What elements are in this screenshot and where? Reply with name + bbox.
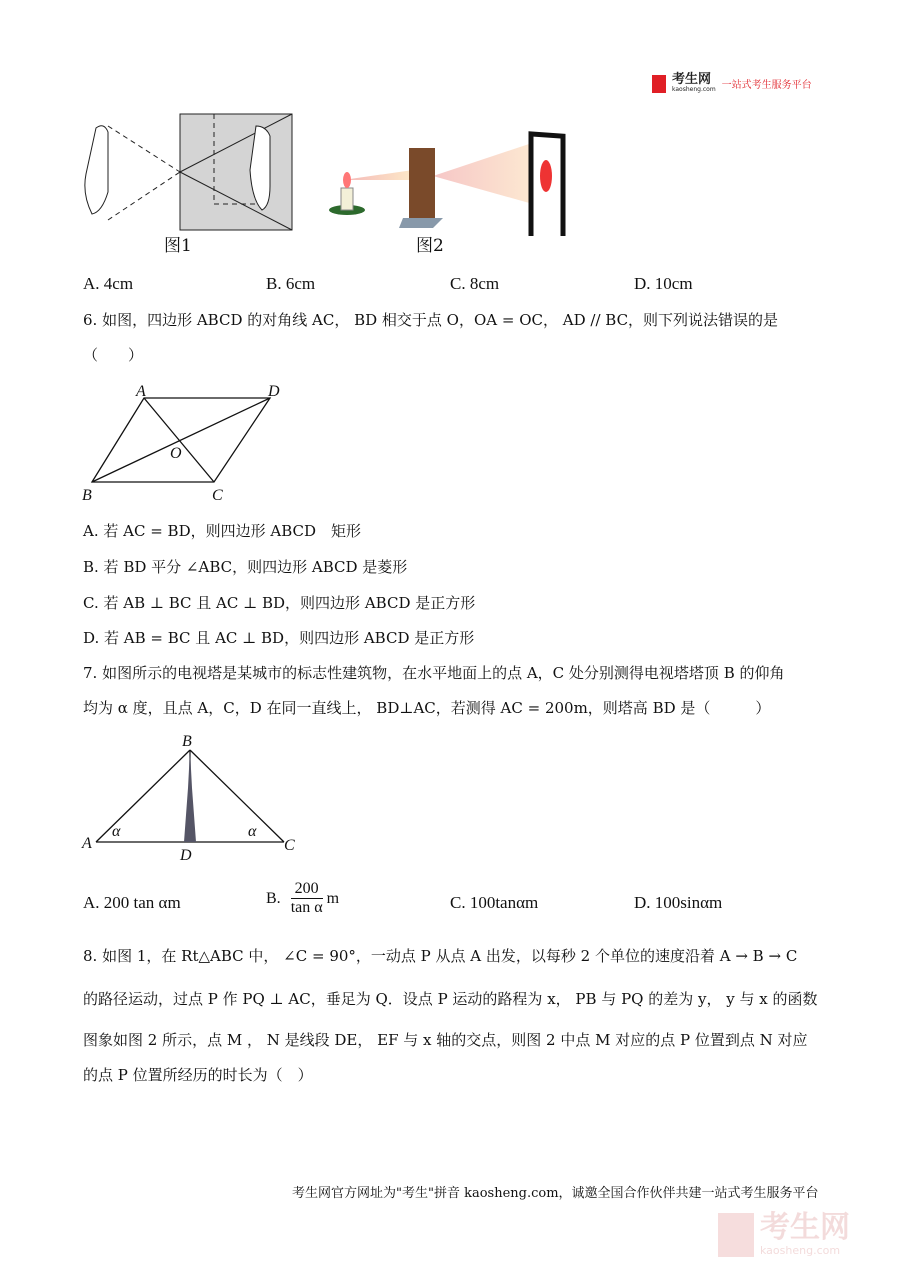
q8-stem-line3: 图象如图 2 所示，点 M ， N 是线段 DE， EF 与 x 轴的交点，则图 2 中点 M 对应的点 P 位置到点 N 对应 [83, 1031, 808, 1049]
logo-mark-icon [652, 75, 666, 93]
q7-option-a[interactable]: A. 200 tan αm [83, 893, 181, 912]
tv-tower-icon [184, 750, 196, 842]
q6-stem-line2: （ ） [83, 346, 144, 364]
brand-slogan: 一站式考生服务平台 [721, 80, 812, 91]
fig1-caption: 图1 [164, 236, 192, 256]
angle-c-label: α [248, 823, 257, 840]
watermark-sub: kaosheng.com [760, 1244, 841, 1257]
brand-name: 考生网 [672, 72, 712, 87]
q6-option-a[interactable]: A. 若 AC = BD，则四边形 ABCD 矩形 [83, 522, 362, 540]
option-b-prefix: B. [266, 889, 281, 907]
q6-option-c[interactable]: C. 若 AB ⊥ BC 且 AC ⊥ BD，则四边形 ABCD 是正方形 [83, 594, 476, 612]
q7-option-d[interactable]: D. 100sinαm [634, 893, 723, 912]
q7-option-b[interactable] [266, 880, 339, 917]
label-b: B [82, 487, 92, 504]
label-a: A [82, 835, 92, 852]
q7-stem-line1: 7. 如图所示的电视塔是某城市的标志性建筑物，在水平地面上的点 A，C 处分别测得电视塔塔顶 B 的仰角 [83, 664, 785, 682]
fraction-denominator: tan α [290, 899, 323, 916]
label-o: O [170, 445, 182, 462]
label-d: D [180, 847, 192, 864]
brand-logo [652, 74, 812, 93]
brand-sub: kaosheng.com [672, 86, 716, 93]
pinhole-figure-2 [303, 108, 583, 236]
q5-option-a[interactable]: A. 4cm [83, 274, 134, 293]
footer-text: 考生网官方网址为"考生"拼音 kaosheng.com，诚邀全国合作伙伴共建一站式考生服务平台 [292, 1186, 819, 1201]
angle-a-label: α [112, 823, 121, 840]
option-b-unit: m [326, 889, 340, 907]
q5-option-d[interactable]: D. 10cm [634, 274, 693, 293]
q5-option-b[interactable]: B. 6cm [266, 274, 316, 293]
label-c: C [212, 487, 223, 504]
q5-option-c[interactable]: C. 8cm [450, 274, 500, 293]
label-a: A [136, 383, 146, 400]
parallelogram-figure [78, 378, 298, 506]
q8-stem-line4: 的点 P 位置所经历的时长为（ ） [83, 1066, 313, 1084]
q7-stem-line2: 均为 α 度，且点 A，C，D 在同一直线上， BD⊥AC，若测得 AC = 200m，则塔高 BD 是（ ） [83, 699, 771, 717]
watermark [718, 1212, 850, 1257]
tower-figure [78, 728, 308, 868]
label-c: C [284, 837, 295, 854]
fraction-numerator: 200 [291, 880, 323, 899]
fig2-caption: 图2 [416, 236, 444, 256]
q6-option-b[interactable]: B. 若 BD 平分 ∠ABC，则四边形 ABCD 是菱形 [83, 558, 408, 576]
person-icon [85, 126, 108, 214]
fraction [291, 880, 323, 917]
q6-stem-line1: 6. 如图，四边形 ABCD 的对角线 AC， BD 相交于点 O，OA = OC， AD // BC，则下列说法错误的是 [83, 311, 779, 329]
q6-option-d[interactable]: D. 若 AB = BC 且 AC ⊥ BD，则四边形 ABCD 是正方形 [83, 629, 475, 647]
label-b: B [182, 733, 192, 750]
watermark-name: 考生网 [760, 1210, 850, 1245]
pinhole-figure-1 [78, 108, 298, 236]
q8-stem-line1: 8. 如图 1，在 Rt△ABC 中， ∠C = 90°，一动点 P 从点 A 出发，以每秒 2 个单位的速度沿着 A → B → C [83, 947, 798, 965]
label-d: D [268, 383, 280, 400]
watermark-logo-icon [718, 1213, 754, 1257]
q7-option-c[interactable]: C. 100tanαm [450, 893, 539, 912]
q8-stem-line2: 的路径运动，过点 P 作 PQ ⊥ AC，垂足为 Q．设点 P 运动的路程为 x， PB 与 PQ 的差为 y， y 与 x 的函数 [83, 990, 818, 1008]
